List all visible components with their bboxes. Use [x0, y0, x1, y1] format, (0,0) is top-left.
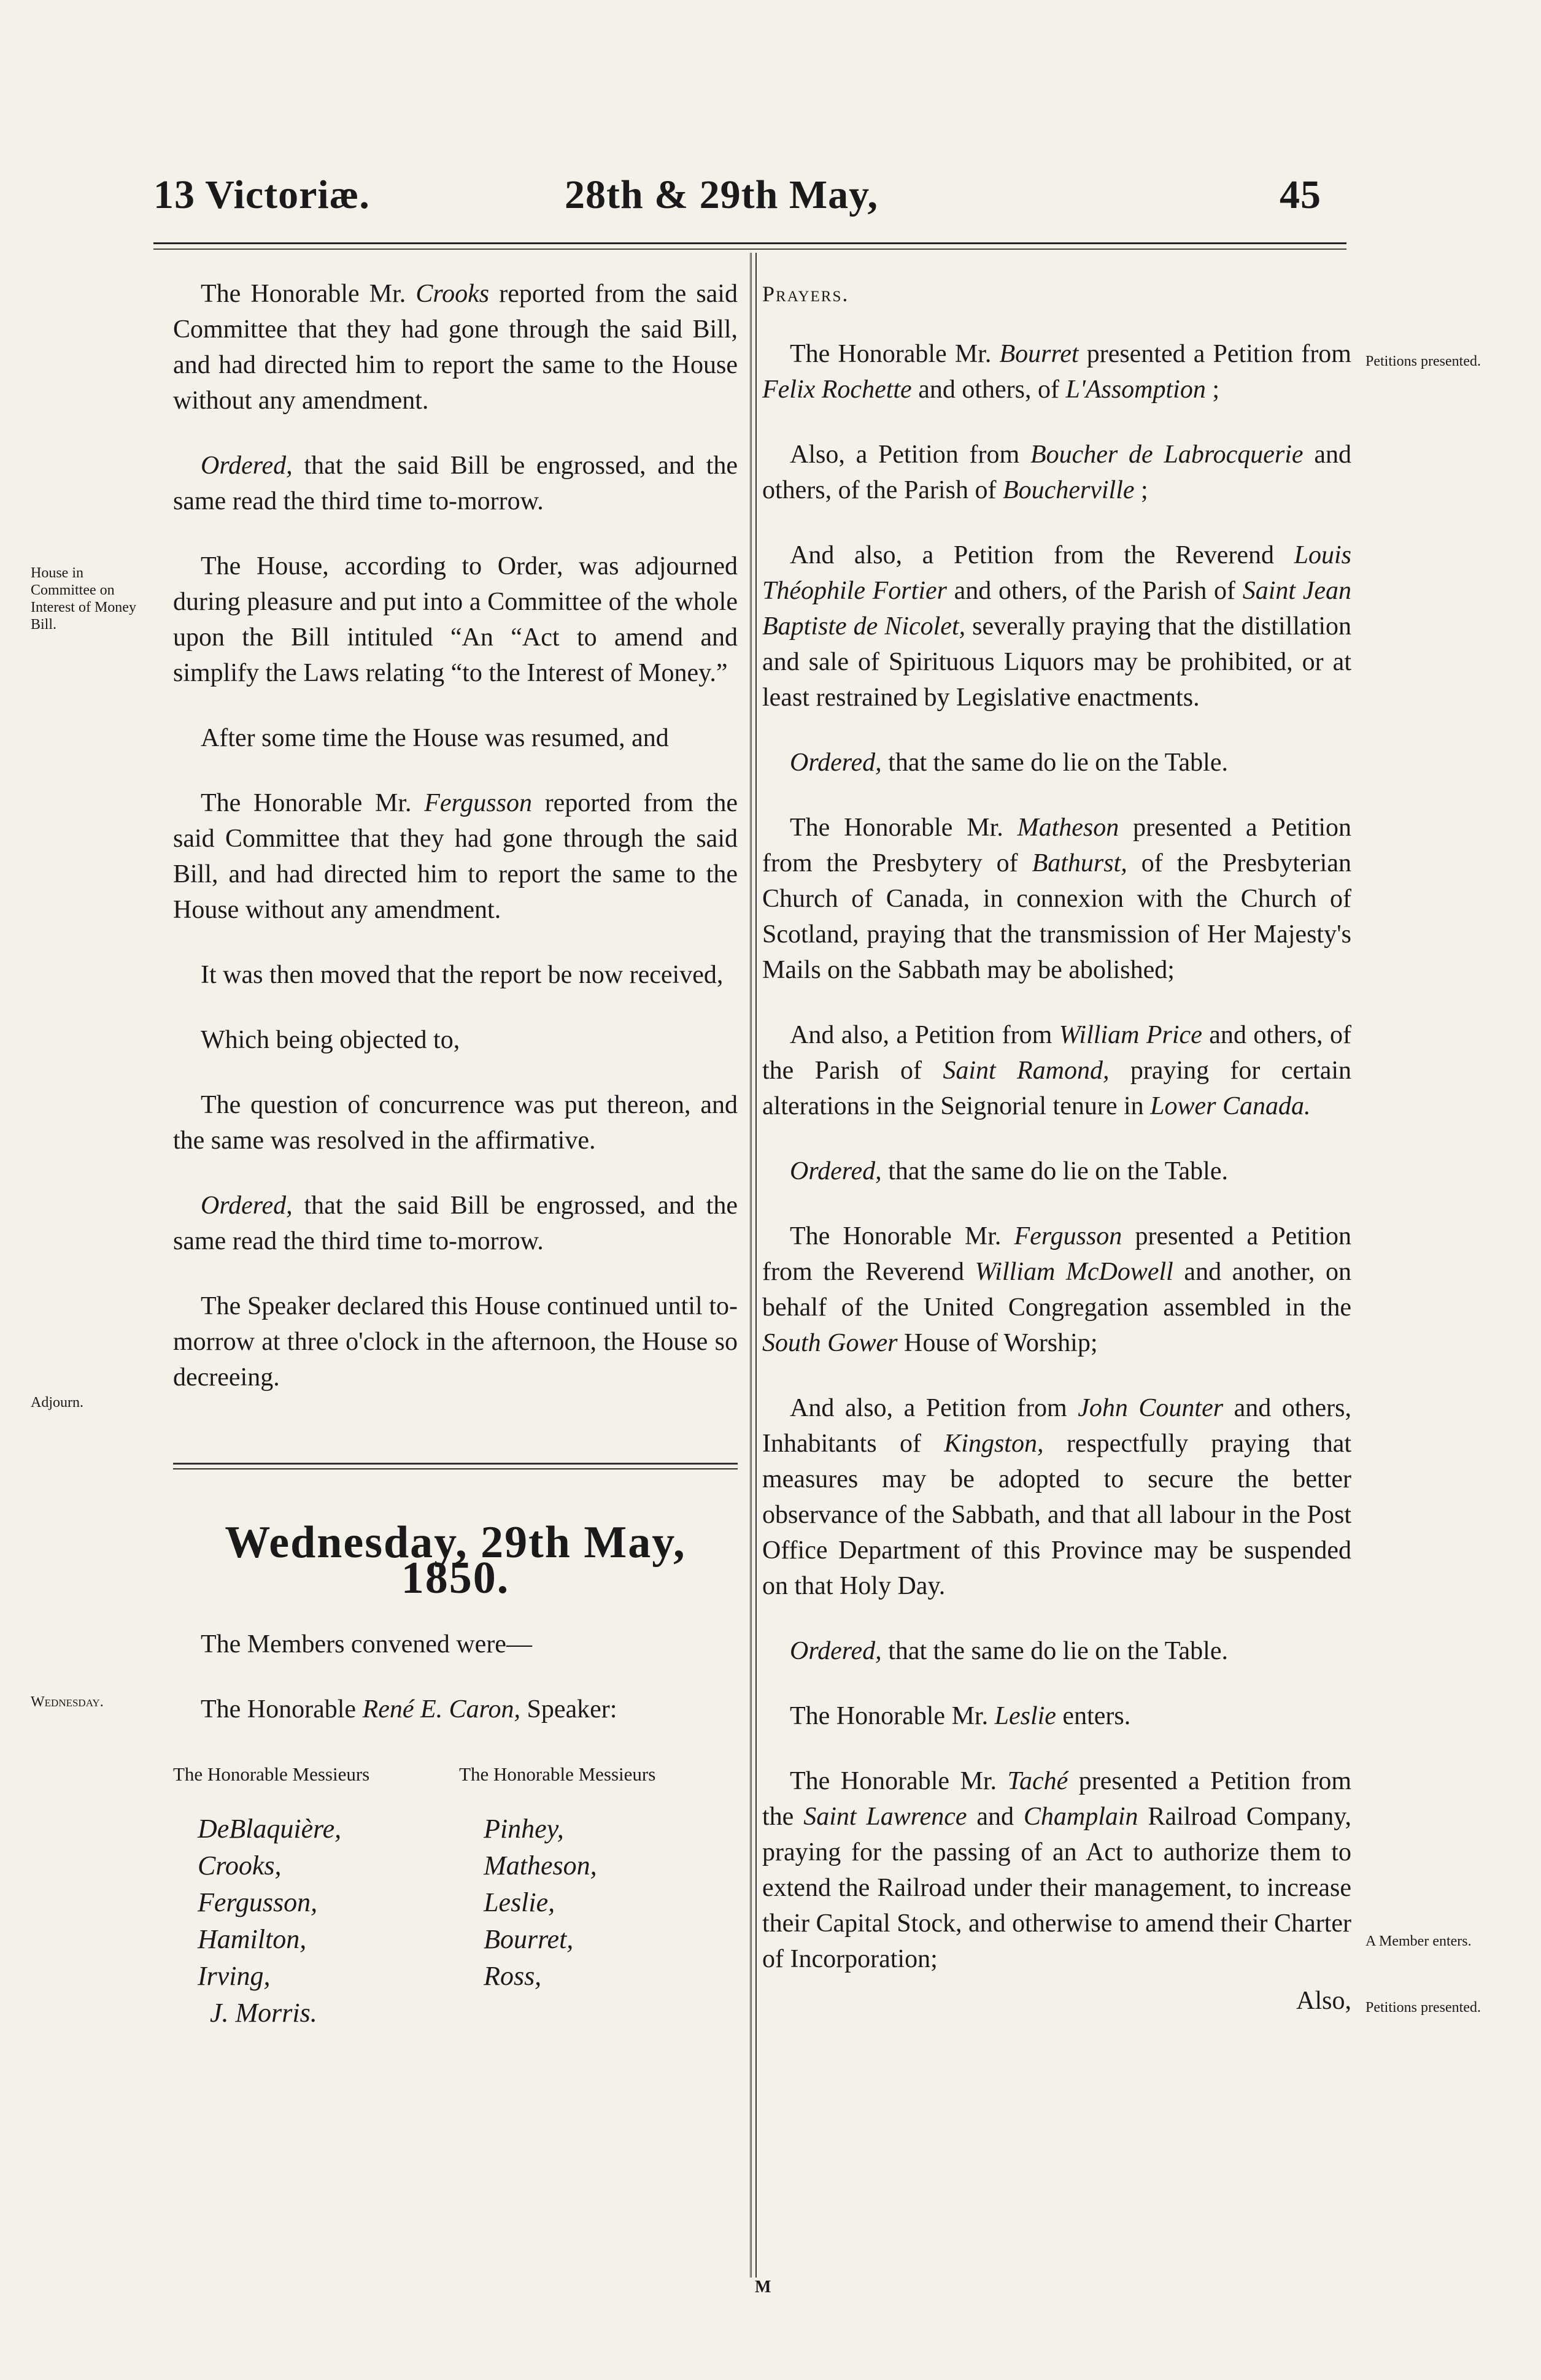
header-rule-2 [153, 248, 1346, 250]
paragraph: Which being objected to, [201, 1026, 460, 1054]
paragraph: Also, a Petition from Boucher de Labrocquerie and others, of the Parish of Boucherville ; [762, 441, 1351, 504]
member-name: Leslie, [484, 1887, 555, 1917]
member-name: Crooks, [198, 1850, 282, 1881]
paragraph: The Honorable Mr. Fergusson reported from the said Committee that they had gone through the said Bill, and had directed him to report the same to the House without any amendment. [173, 789, 738, 924]
margin-note-petitions-1: Petitions presented. [1365, 353, 1481, 369]
member-name: Hamilton, [198, 1924, 307, 1954]
margin-note-wednesday: Wednesday. [31, 1694, 104, 1710]
left-column [173, 276, 738, 2031]
member-name: Matheson, [484, 1850, 597, 1881]
section-title: Wednesday, 29th May, 1850. [225, 1517, 686, 1603]
signature-mark: M [755, 2278, 771, 2297]
paragraph: Ordered, that the said Bill be engrossed, and the same read the third time to-morrow. [173, 452, 738, 515]
right-column [762, 276, 1351, 2048]
paragraph: It was then moved that the report be now received, [201, 961, 724, 989]
paragraph: The House, according to Order, was adjourned during pleasure and put into a Committee of the whole upon the Bill intituled “An “Act to amend and simplify the Laws relating “to the Interest of Money.” [173, 552, 738, 687]
members-header-right: The Honorable Messieurs [459, 1763, 656, 1785]
paragraph: The Honorable Mr. Crooks reported from the said Committee that they had gone through the said Bill, and had directed him to report the same to the House without any amendment. [173, 280, 738, 415]
speaker-line: The Honorable René E. Caron, Speaker: [201, 1695, 617, 1723]
column-separator [750, 253, 757, 2278]
margin-note-petitions-2: Petitions presented. [1365, 2000, 1481, 2016]
member-name: DeBlaquière, [198, 1814, 342, 1844]
members-header-left: The Honorable Messieurs [173, 1763, 370, 1785]
page-number: 45 [1280, 172, 1321, 217]
header-session: 13 Victoriæ. [153, 172, 370, 217]
paragraph: The Members convened were— [201, 1630, 532, 1658]
paragraph: And also, a Petition from William Price and others, of the Parish of Saint Ramond, praying for certain alterations in the Seignorial tenure in Lower Canada. [762, 1021, 1352, 1120]
members-table [173, 1757, 738, 2031]
paragraph: The Honorable Mr. Taché presented a Petition from the Saint Lawrence and Champlain Railroad Company, praying for the passing of an Act to authorize them to extend the Railroad under their management, to increase their Capital Stock, and otherwise to amend their Charter of Incorporation; [762, 1767, 1352, 1973]
member-name [447, 1995, 738, 2031]
paragraph: Ordered, that the same do lie on the Table. [790, 749, 1228, 777]
paragraph: Ordered, that the same do lie on the Table. [790, 1637, 1228, 1665]
paragraph: The Speaker declared this House continued until to-morrow at three o'clock in the afternoon, the House so decreeing. [173, 1292, 738, 1392]
member-name: Pinhey, [484, 1814, 564, 1844]
header-rule [153, 242, 1346, 244]
paragraph: The Honorable Mr. Leslie enters. [790, 1702, 1131, 1730]
member-name: Fergusson, [198, 1887, 318, 1917]
catchword: Also, [1296, 1987, 1351, 2015]
member-name: Ross, [484, 1961, 542, 1991]
paragraph: The Honorable Mr. Fergusson presented a Petition from the Reverend William McDowell and another, on behalf of the United Congregation assembled in the South Gower House of Worship; [762, 1222, 1351, 1357]
header-date: 28th & 29th May, [565, 172, 878, 217]
paragraph: And also, a Petition from John Counter and others, Inhabitants of Kingston, respectfully praying that measures may be adopted to secure the better observance of the Sabbath, and that all labour in the Post Office Department of this Province may be suspended on that Holy Day. [762, 1394, 1352, 1600]
margin-note-member-enters: A Member enters. [1365, 1933, 1472, 1949]
margin-note-adjourn: Adjourn. [31, 1395, 83, 1411]
member-name: J. Morris. [210, 1998, 317, 2028]
section-separator [173, 1463, 738, 1469]
member-name: Irving, [198, 1961, 271, 1991]
member-name: Bourret, [484, 1924, 574, 1954]
paragraph: After some time the House was resumed, and [201, 724, 669, 752]
prayers-heading: Prayers. [762, 282, 849, 306]
paragraph: The question of concurrence was put thereon, and the same was resolved in the affirmative. [173, 1091, 738, 1155]
paragraph: Ordered, that the said Bill be engrossed, and the same read the third time to-morrow. [173, 1192, 738, 1255]
paragraph: And also, a Petition from the Reverend Louis Théophile Fortier and others, of the Parish of Saint Jean Baptiste de Nicolet, severally praying that the distillation and sale of Spirituous Liquors may be prohibited, or at least restrained by Legislative enactments. [762, 541, 1351, 712]
margin-note-committee: House in Committee on Interest of Money Bill. [31, 565, 136, 633]
paragraph: The Honorable Mr. Matheson presented a Petition from the Presbytery of Bathurst, of the Presbyterian Church of Canada, in connexion with the Church of Scotland, praying that the transmission of Her Majesty's Mails on the Sabbath may be abolished; [762, 814, 1351, 984]
paragraph: Ordered, that the same do lie on the Table. [790, 1157, 1228, 1185]
paragraph: The Honorable Mr. Bourret presented a Petition from Felix Rochette and others, of L'Assomption ; [762, 340, 1351, 404]
